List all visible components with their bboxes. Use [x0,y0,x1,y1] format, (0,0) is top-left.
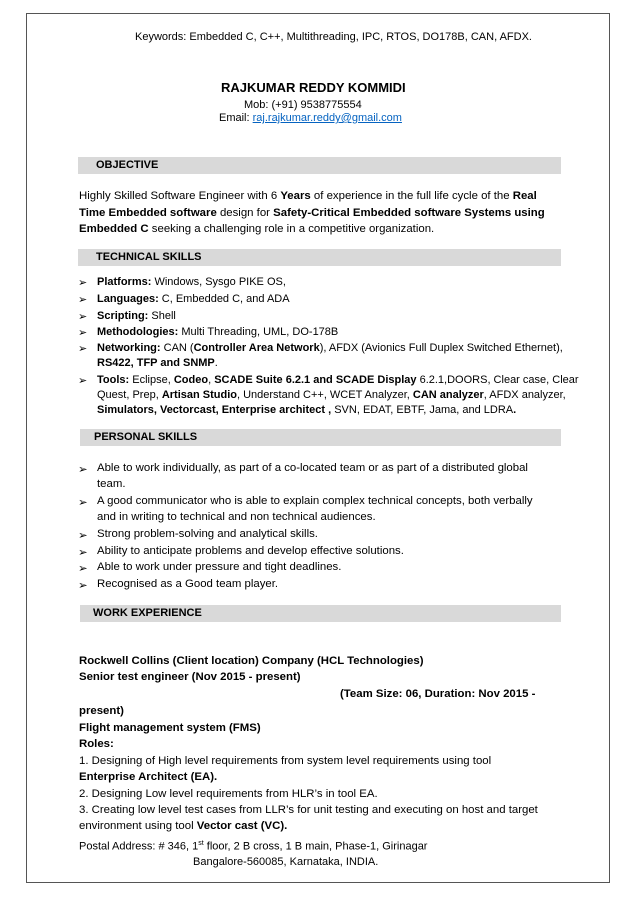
bullet-arrow-icon: ➢ [78,563,88,575]
personal-skill-1-cont: team. [97,478,126,490]
work-present: present) [79,705,124,717]
bullet-arrow-icon: ➢ [78,375,88,387]
candidate-name: RAJKUMAR REDDY KOMMIDI [221,80,406,95]
objective-line-2: Time Embedded software design for Safety-Critical Embedded software Systems using [79,207,545,219]
section-personal-skills: PERSONAL SKILLS [80,429,561,446]
work-role-1: 1. Designing of High level requirements from system level requirements using tool [79,755,492,767]
email-line [219,112,402,124]
email-label: Email: [219,112,253,124]
work-role-3-cont: environment using tool Vector cast (VC). [79,820,288,832]
personal-skill-2: A good communicator who is able to explain complex technical concepts, both verbally [97,495,533,507]
section-technical-skills: TECHNICAL SKILLS [78,249,561,266]
personal-skill-4: Ability to anticipate problems and develop effective solutions. [97,545,404,557]
section-work-experience: WORK EXPERIENCE [80,605,561,622]
bullet-arrow-icon: ➢ [78,464,88,476]
bullet-arrow-icon: ➢ [78,530,88,542]
work-role: Senior test engineer (Nov 2015 - present) [79,671,301,683]
page-frame [26,13,610,883]
work-role-2: 2. Designing Low level requirements from HLR’s in tool EA. [79,788,378,800]
work-role-1-cont: Enterprise Architect (EA). [79,771,218,783]
personal-skill-1: Able to work individually, as part of a co-located team or as part of a distributed global [97,462,528,474]
personal-skill-3: Strong problem-solving and analytical skills. [97,528,318,540]
skill-platforms: Platforms: Windows, Sysgo PIKE OS, [97,276,286,288]
work-role-3: 3. Creating low level test cases from LLR’s for unit testing and executing on host and target [79,804,538,816]
bullet-arrow-icon: ➢ [78,277,88,289]
work-company: Rockwell Collins (Client location) Company (HCL Technologies) [79,655,424,667]
bullet-arrow-icon: ➢ [78,343,88,355]
skill-networking-cont: RS422, TFP and SNMP. [97,357,218,369]
personal-skill-5: Able to work under pressure and tight deadlines. [97,561,342,573]
skill-scripting: Scripting: Shell [97,310,176,322]
bullet-arrow-icon: ➢ [78,497,88,509]
work-project: Flight management system (FMS) [79,722,261,734]
work-team-size: (Team Size: 06, Duration: Nov 2015 - [340,688,536,700]
email-link[interactable]: raj.rajkumar.reddy@gmail.com [252,112,402,124]
skill-tools-cont-2: Simulators, Vectorcast, Enterprise architect , SVN, EDAT, EBTF, Jama, and LDRA. [97,404,517,416]
personal-skill-2-cont: and in writing to technical and non technical audiences. [97,511,376,523]
mobile-number: Mob: (+91) 9538775554 [244,99,362,111]
skill-networking: Networking: CAN (Controller Area Network), AFDX (Avionics Full Duplex Switched Ethernet), [97,342,563,354]
bullet-arrow-icon: ➢ [78,311,88,323]
personal-skill-6: Recognised as a Good team player. [97,578,279,590]
bullet-arrow-icon: ➢ [78,580,88,592]
postal-address-line-1: Postal Address: # 346, 1st floor, 2 B cross, 1 B main, Phase-1, Girinagar [79,840,428,853]
work-roles-heading: Roles: [79,738,114,750]
skill-methodologies: Methodologies: Multi Threading, UML, DO-178B [97,326,339,338]
section-objective: OBJECTIVE [78,157,561,174]
bullet-arrow-icon: ➢ [78,327,88,339]
skill-tools-cont-1: Quest, Prep, Artisan Studio, Understand C++, WCET Analyzer, CAN analyzer, AFDX analyzer, [97,389,566,401]
objective-line-1: Highly Skilled Software Engineer with 6 Years of experience in the full life cycle of the Real [79,190,537,202]
keywords-line: Keywords: Embedded C, C++, Multithreading, IPC, RTOS, DO178B, CAN, AFDX. [135,31,532,43]
objective-line-3: Embedded C seeking a challenging role in a competitive organization. [79,223,435,235]
skill-languages: Languages: C, Embedded C, and ADA [97,293,290,305]
skill-tools: Tools: Eclipse, Codeo, SCADE Suite 6.2.1 and SCADE Display 6.2.1,DOORS, Clear case, Clear [97,374,579,386]
bullet-arrow-icon: ➢ [78,547,88,559]
postal-address-line-2: Bangalore-560085, Karnataka, INDIA. [193,856,379,868]
bullet-arrow-icon: ➢ [78,294,88,306]
